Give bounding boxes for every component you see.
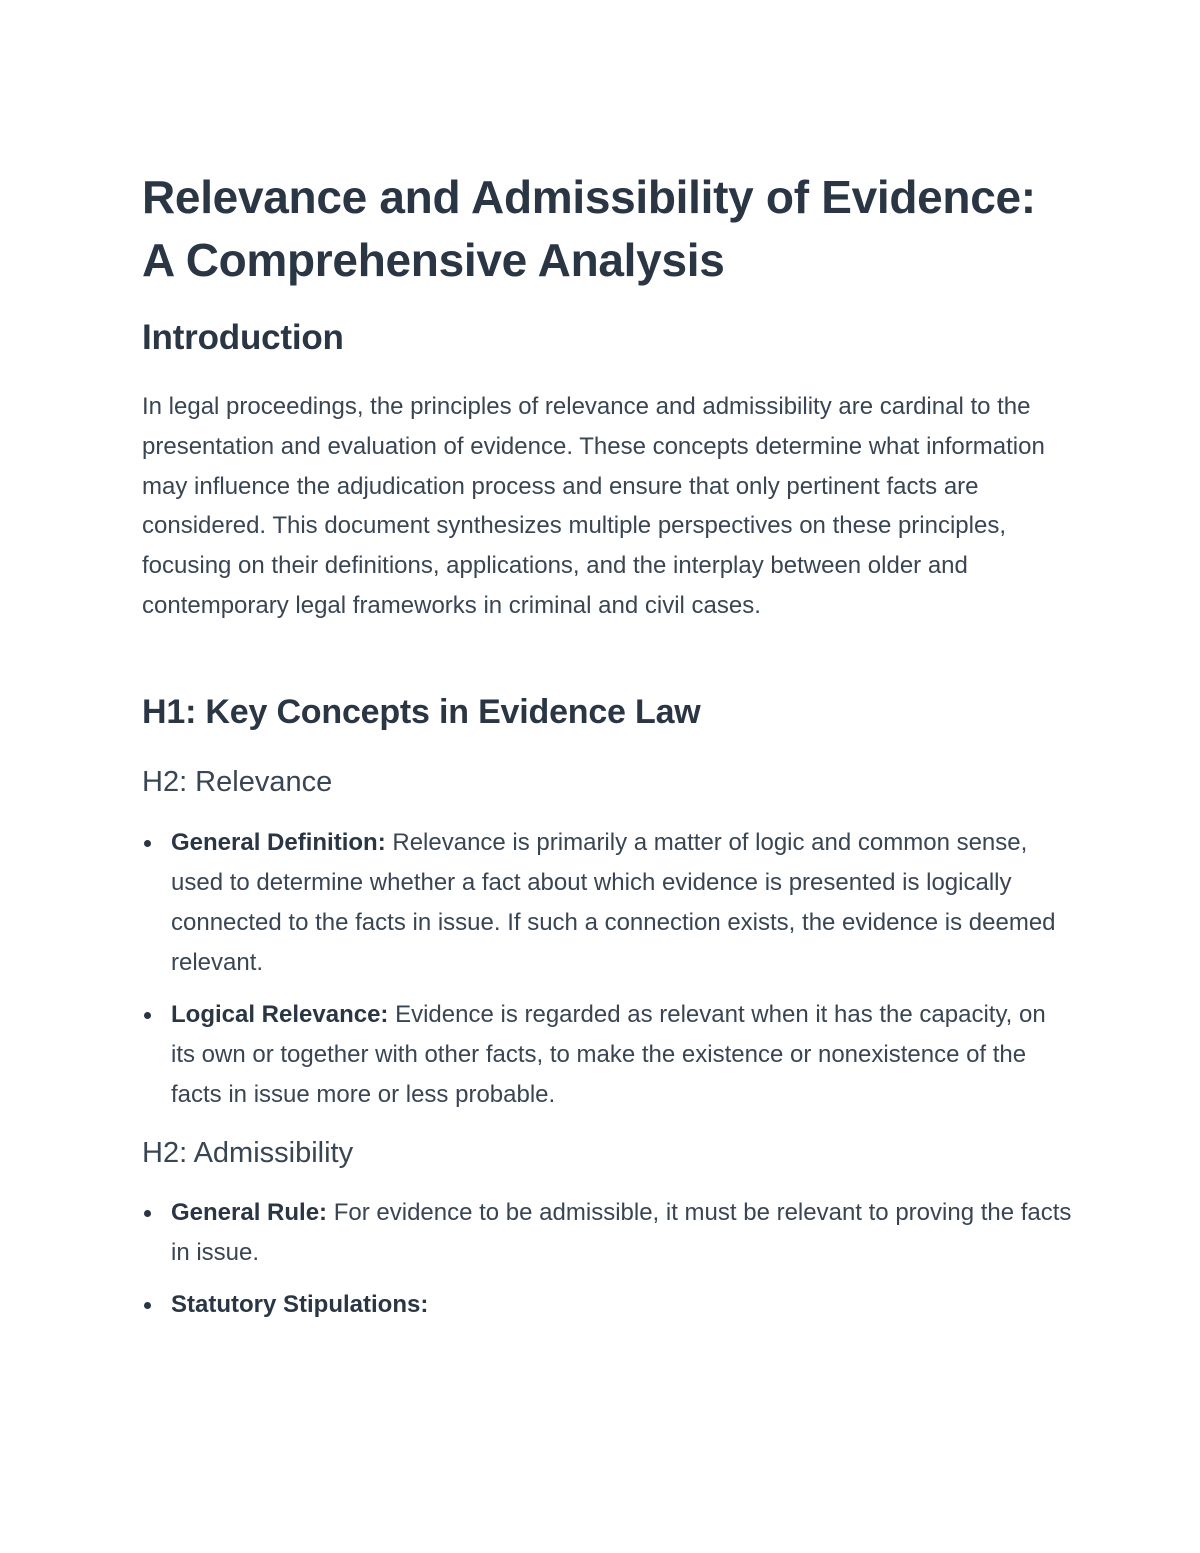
item-text: Relevance is primarily a matter of logic and common sense, used to determine whether a fact about which evidence is presented is logically connected to the facts in issue. If such a connection exists, the evidence is deemed relevant.: [171, 829, 1056, 976]
item-term: Statutory Stipulations:: [171, 1291, 429, 1318]
item-term: Logical Relevance:: [171, 1001, 389, 1028]
list-item: [142, 1193, 1072, 1273]
bullet-icon: [144, 1302, 151, 1309]
item-term: General Rule:: [171, 1199, 328, 1226]
item-text: For evidence to be admissible, it must be relevant to proving the facts in issue.: [171, 1199, 1072, 1266]
relevance-heading: H2: Relevance: [142, 766, 333, 798]
bullet-icon: [144, 1012, 151, 1019]
relevance-list: [142, 823, 1072, 1127]
item-term: General Definition:: [171, 829, 386, 856]
bullet-icon: [144, 840, 151, 847]
list-item: [142, 1285, 1072, 1325]
item-text: Evidence is regarded as relevant when it has the capacity, on its own or together with other facts, to make the existence or nonexistence of the facts in issue more or less probable.: [171, 1001, 1046, 1108]
key-concepts-heading: H1: Key Concepts in Evidence Law: [142, 693, 701, 731]
document-title: Relevance and Admissibility of Evidence: A Comprehensive Analysis: [142, 171, 1036, 286]
admissibility-list: [142, 1193, 1072, 1337]
list-item: [142, 995, 1072, 1115]
introduction-paragraph: In legal proceedings, the principles of relevance and admissibility are cardinal to the presentation and evaluation of evidence. These concepts determine what information may influence the adjudication process and ensure that only pertinent facts are considered. This document synthesizes multiple perspectives on these principles, focusing on their definitions, applications, and the interplay between older and contemporary legal frameworks in criminal and civil cases.: [142, 393, 1045, 619]
admissibility-heading: H2: Admissibility: [142, 1137, 354, 1169]
bullet-icon: [144, 1210, 151, 1217]
introduction-heading: Introduction: [142, 318, 344, 357]
list-item: [142, 823, 1072, 983]
